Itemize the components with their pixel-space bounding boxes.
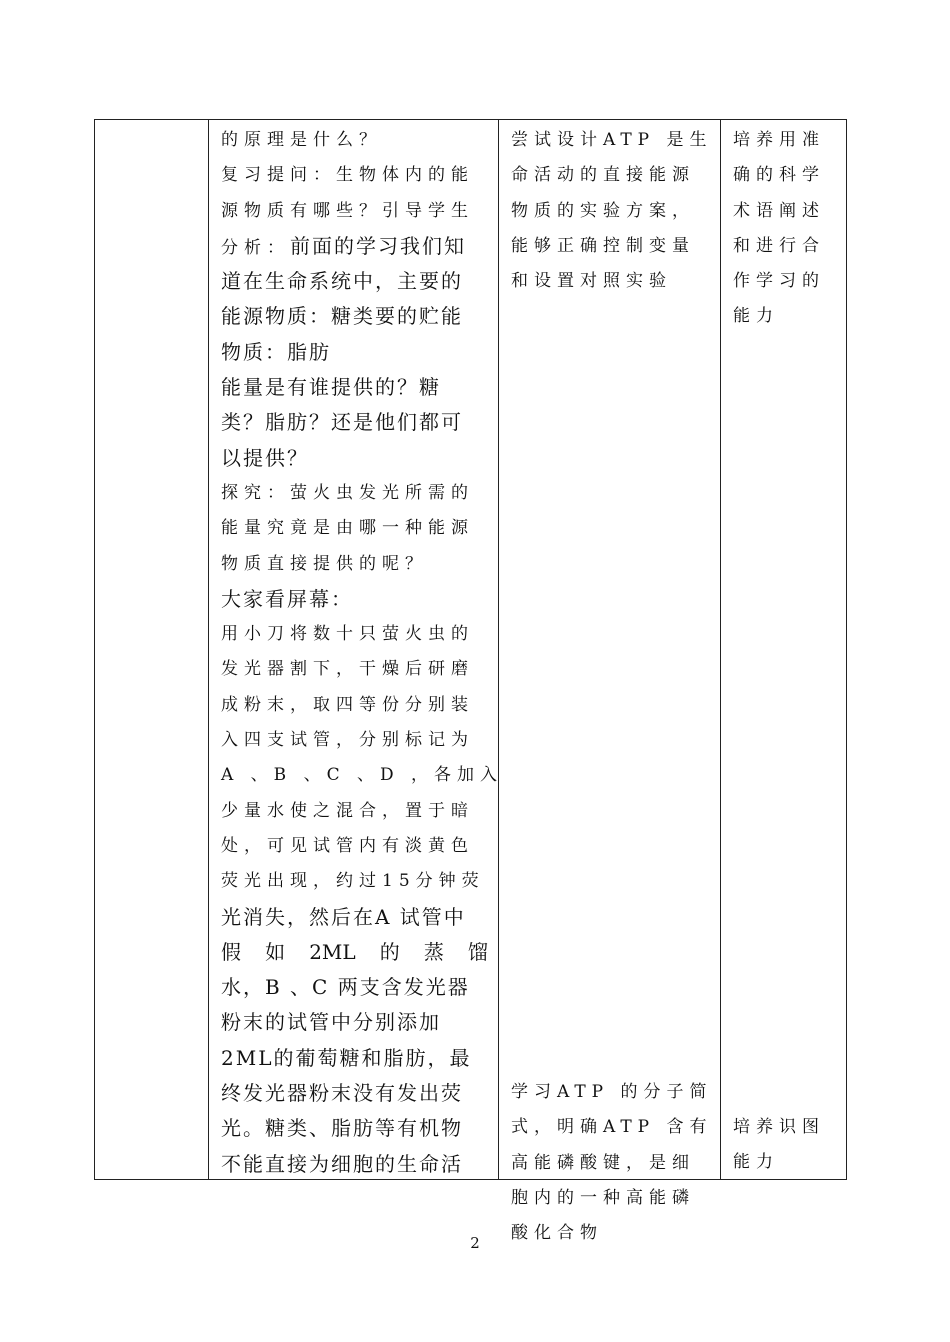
text-line: 作学习的 [733,271,825,292]
text-line: 酸化合物 [511,1223,603,1244]
abilities-block-1 [721,120,846,335]
text-line: 水，B 、C 两支含发光器 [221,975,470,1000]
text-segment: 的 [379,939,400,964]
text-segment: 分析： [221,237,290,258]
text-line: 的原理是什么？ [221,130,382,150]
text-line: 术语阐述 [733,200,825,221]
text-line: 能力 [733,1152,779,1173]
text-line: 能量是有谁提供的？糖 [221,375,441,400]
text-line: 和进行合 [733,235,825,256]
text-segment: 2ML [309,939,356,964]
text-line: 类？脂肪？还是他们都可 [221,410,463,435]
text-segment: 前面的学习我们知 [290,233,466,258]
text-line [221,935,488,970]
text-line: 大家看屏幕： [221,586,353,611]
text-line: A 、B 、C 、D ，各加入 [221,765,504,786]
text-line: 和设置对照实验 [511,271,672,292]
lesson-plan-table [94,119,847,1244]
text-line: 学习ATP 的分子简 [511,1082,713,1102]
text-line: 荧光出现，约过15分钟荧 [221,871,485,892]
text-line: 用小刀将数十只萤火虫的 [221,624,474,645]
objectives-block-1 [499,120,720,299]
text-line: 式，明确ATP 含有 [511,1117,713,1138]
text-line: 光。糖类、脂肪等有机物 [221,1116,463,1141]
text-line: 入四支试管，分别标记为 [221,730,474,751]
text-line: 终发光器粉末没有发出荧 [221,1081,463,1106]
text-segment: 假 [221,939,241,964]
column-1-cell [95,120,209,1180]
text-line: 确的科学 [733,165,825,186]
abilities-block-2 [721,1107,846,1181]
table-row [95,120,847,1180]
text-line [221,229,488,264]
text-line: 探究：萤火虫发光所需的 [221,482,474,503]
text-line: 培养识图 [733,1117,825,1137]
text-line: 光消失，然后在A 试管中 [221,904,466,929]
text-segment: 蒸 [423,939,444,964]
teaching-process-cell [209,120,504,1180]
text-segment: 如 [265,939,286,964]
text-line: 源物质有哪些？引导学生 [221,200,474,221]
text-line: 以提供？ [221,445,309,470]
text-line: 少量水使之混合，置于暗 [221,800,474,821]
text-line: 2ML的葡萄糖和脂肪，最 [221,1045,472,1070]
text-line: 物质的实验方案， [511,200,695,221]
text-line: 物质直接提供的呢？ [221,553,428,574]
page-number: 2 [470,1234,480,1252]
text-line: 能力 [733,306,779,327]
text-line: 不能直接为细胞的生命活 [221,1151,463,1176]
objectives-block-2 [499,1072,720,1251]
teaching-process-text [209,120,504,1182]
text-line: 成粉末，取四等份分别装 [221,694,474,715]
text-line: 复习提问：生物体内的能 [221,165,474,186]
text-line: 粉末的试管中分别添加 [221,1010,441,1035]
text-line: 能够正确控制变量 [511,235,695,256]
text-line: 道在生命系统中，主要的 [221,269,463,294]
text-line: 能量究竟是由哪一种能源 [221,518,474,539]
text-line: 胞内的一种高能磷 [511,1187,695,1208]
text-line: 处，可见试管内有淡黄色 [221,835,474,856]
abilities-cell [721,120,847,1180]
text-line: 能源物质：糖类要的贮能 [221,304,463,329]
text-line: 尝试设计ATP 是生 [511,130,713,150]
text-line: 命活动的直接能源 [511,165,695,186]
text-line: 培养用准 [733,130,825,150]
text-line: 高能磷酸键，是细 [511,1152,695,1173]
text-line: 物质：脂肪 [221,339,331,364]
objectives-cell [499,120,721,1244]
text-line: 发光器割下，干燥后研磨 [221,659,474,680]
text-segment: 馏 [467,939,488,964]
